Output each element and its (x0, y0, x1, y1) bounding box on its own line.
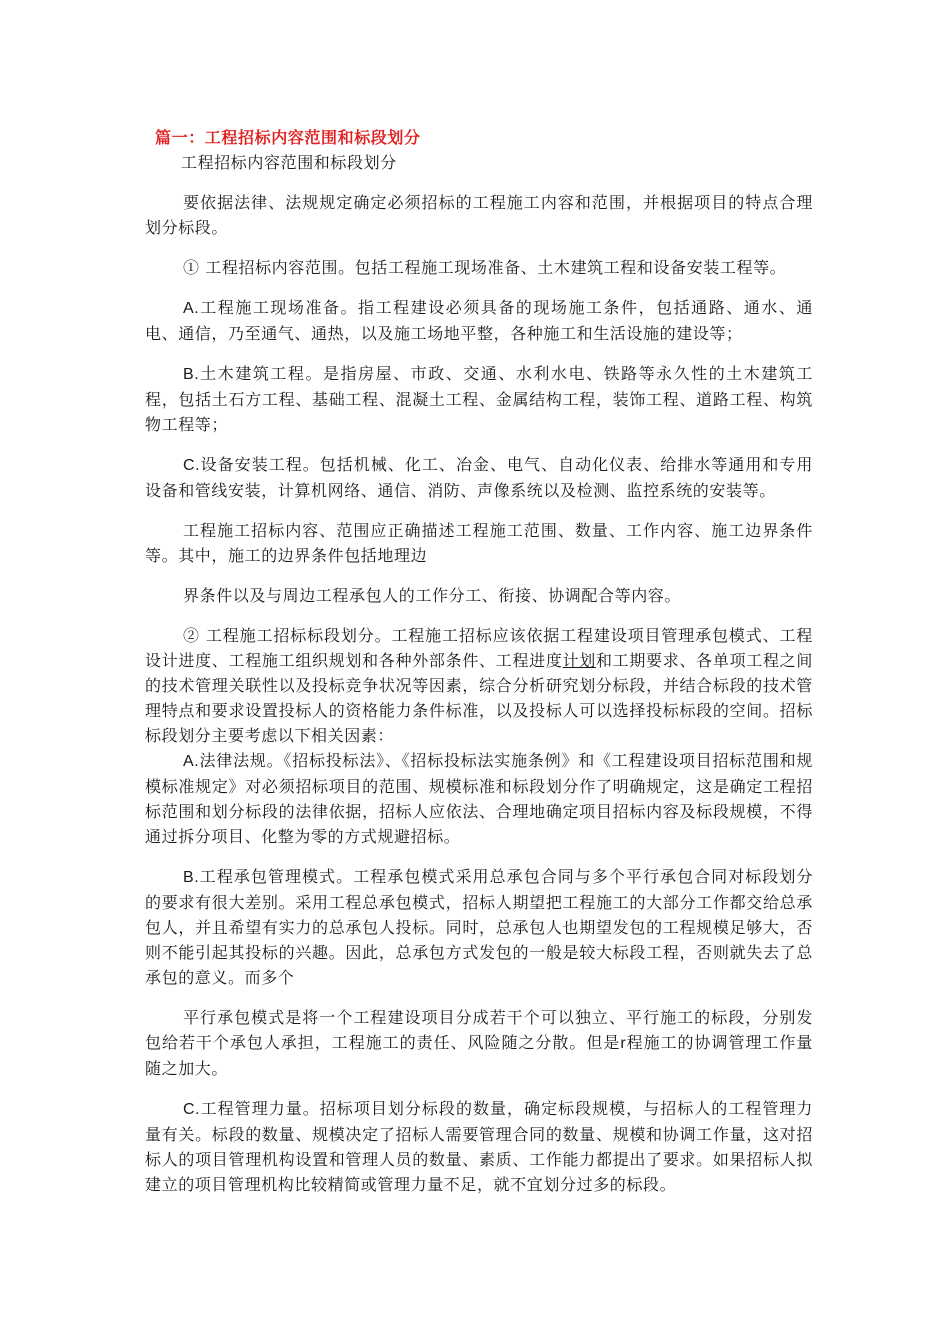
paragraph-parallel (145, 1005, 813, 1081)
paragraph-intro: 要依据法律、法规规定确定必须招标的工程施工内容和范围，并根据项目的特点合理划分标段。 (145, 193, 813, 237)
document-heading: 篇一：工程招标内容范围和标段划分 (155, 128, 421, 147)
paragraph-text: 和工期要求、各单项工程之间的技术管理关联性以及投标竞争状况等因素，综合分析研究划分标段，并结合标段的技术管理特点和要求设置投标人的资格能力条件标准，以及投标人可以选择投标标段的空间。招标标段划分主要考虑以下相关因素： (145, 651, 813, 745)
item-lead: C. (183, 457, 201, 474)
paragraph-text: 法律法规。《招标投标法》、《招标投标法实施条例》和《工程建设项目招标范围和规模标准规定》对必须招标项目的范围、规模标准和标段划分作了明确规定，这是确定工程招标范围和划分标段的法律依据，招标人应依法、合理地确定项目招标内容及标段规模，不得通过拆分项目、化整为零的方式规避招标。 (145, 751, 813, 846)
paragraph-boundary-cont: 界条件以及与周边工程承包人的工作分工、衔接、协调配合等内容。 (183, 586, 682, 605)
paragraph-text: 设备安装工程。包括机械、化工、冶金、电气、自动化仪表、给排水等通用和专用设备和管线安装，计算机网络、通信、消防、声像系统以及检测、监控系统的安装等。 (145, 455, 813, 500)
plan-link[interactable]: 计划 (562, 651, 596, 670)
paragraph-text: 工程管理力量。招标项目划分标段的数量，确定标段规模，与招标人的工程管理力量有关。标段的数量、规模决定了招标人需要管理合同的数量、规模和协调工作量，这对招标人的项目管理机构设置和管理人员的数量、素质、工作能力都提出了要求。如果招标人拟建立的项目管理机构比较精简或管理力量不足，就不宜划分过多的标段。 (145, 1099, 813, 1194)
document-page (145, 125, 813, 1212)
item-lead: C. (183, 1101, 201, 1118)
document-subtitle: 工程招标内容范围和标段划分 (181, 153, 397, 172)
paragraph-text: 工程施工现场准备。指工程建设必须具备的现场施工条件，包括通路、通水、通电、通信，乃至通气、通热，以及施工场地平整，各种施工和生活设施的建设等； (145, 298, 813, 343)
paragraph-laws (145, 748, 813, 849)
paragraph-management (145, 1096, 813, 1197)
paragraph-boundary: 工程施工招标内容、范围应正确描述工程施工范围、数量、工作内容、施工边界条件等。其中，施工的边界条件包括地理边 (145, 521, 813, 565)
item-lead: A. (183, 753, 200, 770)
paragraph-site-prep (145, 295, 813, 346)
paragraph-text: 平行承包模式是将一个工程建设项目分成若干个可以独立、平行施工的标段，分别发包给若干个承包人承担，工程施工的责任、风险随之分散。但是 (145, 1008, 813, 1052)
item-lead: B. (183, 869, 200, 886)
paragraph-civil-works (145, 361, 813, 437)
paragraph-text: ② 工程施工招标标段划分。工程施工招标应该依据工程建设项目管理承包模式、工程设计进度、工程施工组织规划和各种外部条件、工程进度 (145, 626, 813, 670)
paragraph-text: 工程承包管理模式。工程承包模式采用总承包合同与多个平行承包合同对标段划分的要求有很大差别。采用工程总承包模式，招标人期望把工程施工的大部分工作都交给总承包人，并且希望有实力的总承包人投标。同时，总承包人也期望发包的工程规模足够大，否则不能引起其投标的兴趣。因此，总承包方式发包的一般是较大标段工程，否则就失去了总承包的意义。而多个 (145, 867, 813, 987)
paragraph-scope: ① 工程招标内容范围。包括工程施工现场准备、土木建筑工程和设备安装工程等。 (183, 258, 787, 277)
item-lead: B. (183, 366, 200, 383)
paragraph-text: 土木建筑工程。是指房屋、市政、交通、水利水电、铁路等永久性的土木建筑工程，包括土石方工程、基础工程、混凝土工程、金属结构工程，装饰工程、道路工程、构筑物工程等； (145, 364, 813, 434)
paragraph-contract-mode (145, 864, 813, 990)
item-lead: A. (183, 300, 200, 317)
paragraph-text: 程施工的协调管理工作量随之加大。 (145, 1033, 813, 1078)
paragraph-equipment (145, 452, 813, 503)
paragraph-lot-division (145, 623, 813, 748)
stray-letter: r (620, 1035, 627, 1052)
